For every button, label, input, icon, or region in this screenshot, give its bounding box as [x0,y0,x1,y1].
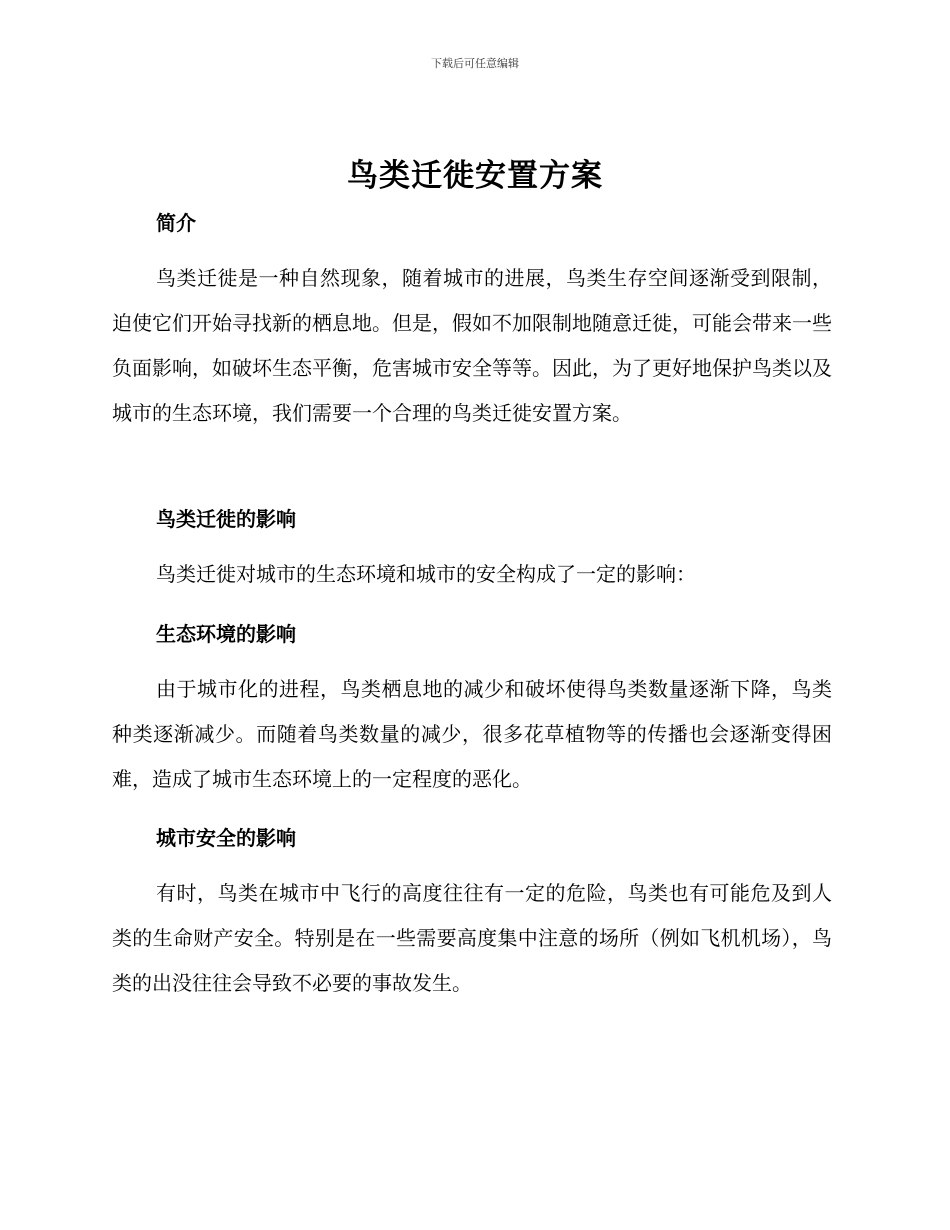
section-paragraph-safety-impact: 有时，鸟类在城市中飞行的高度往往有一定的危险，鸟类也有可能危及到人类的生命财产安全。特别是在一些需要高度集中注意的场所（例如飞机机场），鸟类的出没往往会导致不必要的事故发生。 [112,881,832,995]
section-heading-ecology-impact: 生态环境的影响 [156,622,296,646]
document-title: 鸟类迁徙安置方案 [347,158,603,194]
section-paragraph-ecology-impact: 由于城市化的进程，鸟类栖息地的减少和破坏使得鸟类数量逐渐下降，鸟类种类逐渐减少。而随着鸟类数量的减少，很多花草植物等的传播也会逐渐变得困难，造成了城市生态环境上的一定程度的恶化。 [112,677,832,791]
section-heading-intro: 简介 [156,211,196,235]
section-heading-safety-impact: 城市安全的影响 [156,826,296,850]
header-note: 下载后可任意编辑 [431,57,519,70]
section-heading-migration-impact: 鸟类迁徙的影响 [156,507,296,531]
section-paragraph-migration-impact: 鸟类迁徙对城市的生态环境和城市的安全构成了一定的影响： [156,562,696,586]
section-paragraph-intro: 鸟类迁徙是一种自然现象，随着城市的进展，鸟类生存空间逐渐受到限制，迫使它们开始寻找新的栖息地。但是，假如不加限制地随意迁徙，可能会带来一些负面影响，如破坏生态平衡，危害城市安全等等。因此，为了更好地保护鸟类以及城市的生态环境，我们需要一个合理的鸟类迁徙安置方案。 [112,266,832,425]
